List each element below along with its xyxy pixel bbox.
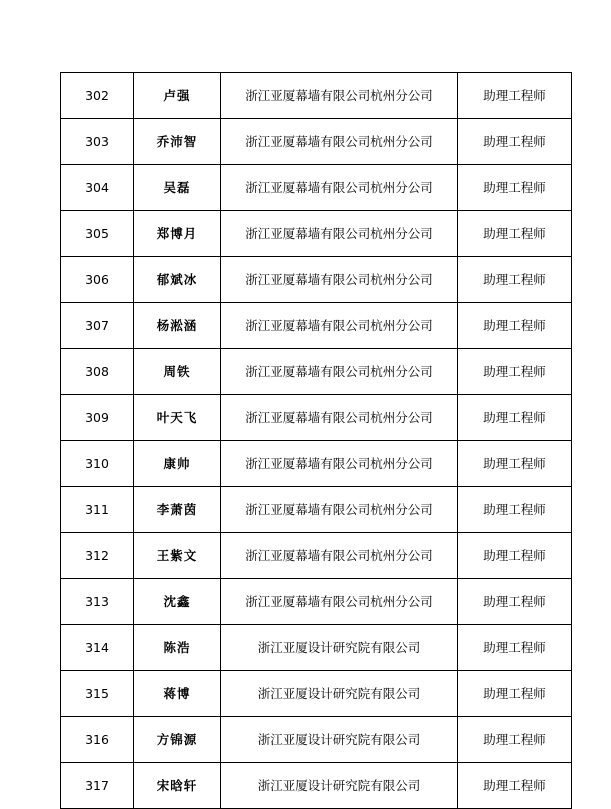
cell-no: 309 (61, 395, 134, 441)
cell-company: 浙江亚厦幕墙有限公司杭州分公司 (221, 349, 458, 395)
cell-no: 304 (61, 165, 134, 211)
cell-name: 叶天飞 (134, 395, 221, 441)
cell-title: 助理工程师 (458, 763, 572, 809)
cell-no: 310 (61, 441, 134, 487)
cell-title: 助理工程师 (458, 579, 572, 625)
cell-name: 王紫文 (134, 533, 221, 579)
table-row (61, 671, 572, 717)
cell-name: 卢强 (134, 73, 221, 119)
cell-no: 303 (61, 119, 134, 165)
cell-company: 浙江亚厦设计研究院有限公司 (221, 763, 458, 809)
cell-no: 308 (61, 349, 134, 395)
cell-company: 浙江亚厦幕墙有限公司杭州分公司 (221, 165, 458, 211)
cell-no: 307 (61, 303, 134, 349)
cell-no: 316 (61, 717, 134, 763)
cell-name: 宋晗轩 (134, 763, 221, 809)
roster-table (60, 72, 572, 809)
table-row (61, 119, 572, 165)
cell-company: 浙江亚厦设计研究院有限公司 (221, 625, 458, 671)
cell-company: 浙江亚厦幕墙有限公司杭州分公司 (221, 579, 458, 625)
cell-no: 315 (61, 671, 134, 717)
cell-title: 助理工程师 (458, 211, 572, 257)
cell-title: 助理工程师 (458, 487, 572, 533)
cell-title: 助理工程师 (458, 671, 572, 717)
table-row (61, 395, 572, 441)
cell-company: 浙江亚厦幕墙有限公司杭州分公司 (221, 257, 458, 303)
cell-name: 李萧茵 (134, 487, 221, 533)
cell-title: 助理工程师 (458, 717, 572, 763)
cell-title: 助理工程师 (458, 165, 572, 211)
cell-title: 助理工程师 (458, 73, 572, 119)
cell-no: 312 (61, 533, 134, 579)
cell-name: 康帅 (134, 441, 221, 487)
roster-table-body (61, 73, 572, 809)
cell-name: 郑博月 (134, 211, 221, 257)
cell-title: 助理工程师 (458, 303, 572, 349)
cell-title: 助理工程师 (458, 441, 572, 487)
cell-company: 浙江亚厦幕墙有限公司杭州分公司 (221, 303, 458, 349)
cell-title: 助理工程师 (458, 533, 572, 579)
cell-title: 助理工程师 (458, 257, 572, 303)
cell-company: 浙江亚厦幕墙有限公司杭州分公司 (221, 119, 458, 165)
table-row (61, 257, 572, 303)
cell-company: 浙江亚厦幕墙有限公司杭州分公司 (221, 73, 458, 119)
cell-company: 浙江亚厦设计研究院有限公司 (221, 671, 458, 717)
cell-no: 313 (61, 579, 134, 625)
table-row (61, 211, 572, 257)
cell-name: 乔沛智 (134, 119, 221, 165)
cell-title: 助理工程师 (458, 349, 572, 395)
table-row (61, 579, 572, 625)
cell-no: 306 (61, 257, 134, 303)
table-row (61, 73, 572, 119)
cell-company: 浙江亚厦幕墙有限公司杭州分公司 (221, 395, 458, 441)
cell-company: 浙江亚厦幕墙有限公司杭州分公司 (221, 487, 458, 533)
cell-name: 沈鑫 (134, 579, 221, 625)
cell-name: 吴磊 (134, 165, 221, 211)
cell-title: 助理工程师 (458, 625, 572, 671)
table-row (61, 717, 572, 763)
cell-no: 317 (61, 763, 134, 809)
cell-name: 周铁 (134, 349, 221, 395)
cell-title: 助理工程师 (458, 119, 572, 165)
cell-name: 郁斌冰 (134, 257, 221, 303)
table-row (61, 165, 572, 211)
cell-no: 311 (61, 487, 134, 533)
cell-company: 浙江亚厦幕墙有限公司杭州分公司 (221, 441, 458, 487)
cell-title: 助理工程师 (458, 395, 572, 441)
cell-name: 陈浩 (134, 625, 221, 671)
table-row (61, 763, 572, 809)
cell-company: 浙江亚厦幕墙有限公司杭州分公司 (221, 211, 458, 257)
table-row (61, 441, 572, 487)
table-row (61, 533, 572, 579)
cell-no: 314 (61, 625, 134, 671)
table-row (61, 625, 572, 671)
table-row (61, 487, 572, 533)
cell-name: 方锦源 (134, 717, 221, 763)
table-row (61, 303, 572, 349)
cell-name: 蒋博 (134, 671, 221, 717)
cell-no: 302 (61, 73, 134, 119)
cell-no: 305 (61, 211, 134, 257)
table-row (61, 349, 572, 395)
cell-company: 浙江亚厦幕墙有限公司杭州分公司 (221, 533, 458, 579)
cell-name: 杨淞涵 (134, 303, 221, 349)
cell-company: 浙江亚厦设计研究院有限公司 (221, 717, 458, 763)
